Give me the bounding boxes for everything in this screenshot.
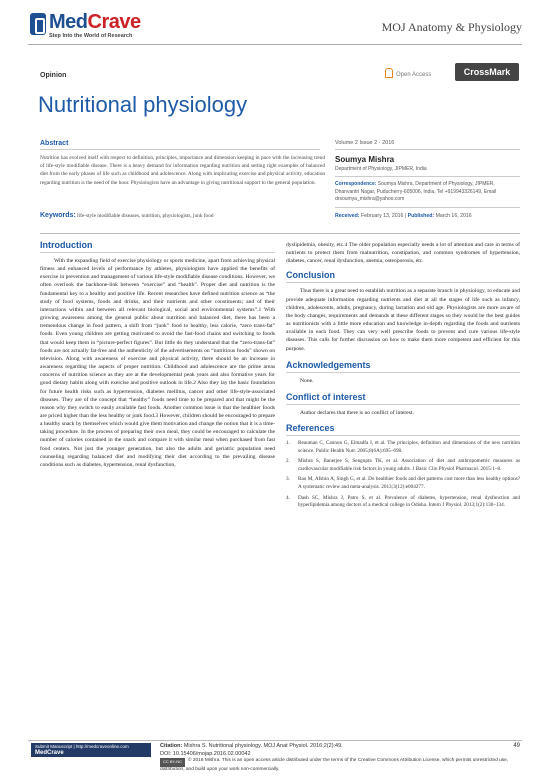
citation-text: Mishra S. Nutritional physiology. MOJ Anat Physiol. 2016;2(2):49. (183, 743, 343, 749)
open-lock-icon (385, 68, 393, 78)
introduction-paragraph: With the expanding field of exercise physiology or sports medicine, apart from achieving physical fitness and enhanced levels of performance by athletes, physiologists have applied the benefits of exercise in prevention and management of various life-style modifiable disease conditions. However, we often overlook the backbone-link between “exercise” and “health”. Proper diet and nutrition is the fundamental key to a healthy and positive life. Recent researches have defined nutrition science as “the study of food systems, foods and drinks, and their nutrients and other constituents; and of their interactions within and between all relevant biological, social and environmental systems”.1 With growing awareness among the general public about nutrition and balanced diet, there has been a tremendous change in food pattern, a shift from “junk” food to healthy, less calorie, “zero trans-fat” foods. Even young children are getting motivated to avoid the fast-food chains and switching to foods that would keep them in “picture-perfect figures”. But little do they understand that the “zero-trans-fat” foods are not actually fat-free and the authenticity of the advertisements on “nutritious foods” shown on television. Along with awareness of exercise and physical activity, there should be an increase in awareness regarding the aspects of proper nutrition. Childhood and adolescence are the prime areas concerns of nutrition science as they are at the developmental peak years and also formative years for good dietary habits along with exercise and positive outlook in life.2 Also they lay the basic foundation for future health risks such as hypertension, diabetes mellitus, cancer and other life-style-associated diseases. They are of the concept that “healthy” foods need time to be prepared and that might be the reason why they switch to easily available fast foods. Another common issue is that the healthier foods are priced higher than the less healthy or junk food.3 However, children should be encouraged to prepare a healthy snack by themselves which would give them motivation and change the notion that it is a time-taking procedure. In the process of preparing their own meal, they could be encouraged to calculate the number of calories contained in the snack and compare it with similar meal when purchased from fast food centers. Not just the younger generation, but also the adults and geriatric population need counseling regarding balanced diet and modifying their diet according to the prevailing disease conditions such as diabetes, hypertension, renal dysfunction, (40, 258, 275, 468)
license (160, 758, 520, 773)
keywords-label: Keywords: (40, 212, 76, 219)
correspondence (335, 181, 520, 204)
reference-number: 3. (286, 476, 290, 483)
license-text: © 2016 Mishra. This is an open access article distributed under the terms of the Creative Commons Attribution License, which permits unrestricted use, distribution, and build upon your work non-commercially. (160, 758, 509, 772)
logo-crave: Crave (87, 11, 141, 33)
reference-item[interactable] (286, 440, 520, 455)
article-type: Opinion (40, 72, 67, 79)
reference-text: Rao M, Afshin A, Singh G, et al. Do healthier foods and diet patterns cost more than less healthy options? A systematic review and meta-analysis. 2013;3(12):e004277. (298, 476, 520, 490)
introduction-paragraph-2: dyslipidemia, obesity, etc.4 The older population especially needs a lot of attention and care in terms of nutrients to protect them from malnutrition, constipation, and common syndromes of hypertension, diabetes, cancer, renal dysfunction, anemia, osteoporosis, etc. (286, 242, 520, 265)
logo-tagline: Step Into the World of Research (49, 33, 133, 39)
abstract-text: Nutrition has evolved itself with respect to definition, principles, importance and dimension keeping in pace with the increasing trend of life-style modifiable disease. There is a heavy demand for information regarding nutrition and setting right examples of balanced diet from the early phases of life such as childhood and adolescence. Along with implicating exercise and physical activity, education regarding nutrition is the need of the hour. Physiologists have an advantage in giving nutritional support to the general population. (40, 155, 325, 186)
crossmark-button[interactable] (455, 63, 519, 81)
references-list (286, 440, 520, 510)
conflict-divider (286, 404, 520, 405)
conclusion-paragraph: Thus there is a great need to establish nutrition as a separate branch in physiology, to educate and provide adequate information regarding nutrients and diet at all the stages of life such as infancy, children, adolescents, adults, pregnancy, during lactation and old age. Physiologists are more aware of the body changes, requirements and demands at these different stages so they would be the best guides as nutritionists with a little more education and knowledge in-depth regarding the foods and nutrients available in each food. They can very well prescribe foods to prevent and cure various life-style diseases. This calls for further discussion on how to make them more competent and efficient for this purpose. (286, 288, 520, 352)
meta-divider-1 (335, 149, 520, 150)
logo-med: Med (49, 11, 88, 33)
medcrave-logo[interactable] (30, 11, 141, 41)
footer-logo: MedCrave (35, 750, 64, 756)
conflict-paragraph: Author declares that there is no conflict of interest. (300, 409, 414, 416)
dates: Received: February 13, 2016 | Published: March 16, 2016 (335, 213, 472, 219)
acknowledgements-heading: Acknowledgements (286, 359, 371, 370)
published-date: March 16, 2016 (435, 213, 472, 219)
citation-label: Citation: (160, 743, 183, 749)
submit-manuscript-link[interactable]: Submit Manuscript | http://medcraveonline.com (35, 744, 129, 749)
author-affiliation: Department of Physiology, JIPMER, India (335, 166, 427, 172)
introduction-heading: Introduction (40, 240, 93, 250)
conflict-text (286, 409, 520, 417)
body-divider (40, 233, 520, 234)
page-number: 49 (513, 743, 520, 749)
acknowledgements-paragraph: None. (300, 377, 314, 384)
keywords (40, 212, 330, 219)
abstract-heading: Abstract (40, 140, 69, 147)
header-divider (28, 44, 522, 45)
left-column (40, 240, 275, 469)
reference-text: Dash SC, Mishra J, Patro S, et al. Prevalence of diabetes, hypertension, renal dysfunction and hyperlipidemia among doctors of a medical college in Odisha. Intern J Physiol. 2013;1(2):130–134. (298, 494, 520, 509)
meta-divider-2 (335, 176, 520, 177)
submit-manuscript-banner[interactable] (31, 743, 151, 757)
reference-number: 1. (286, 440, 290, 447)
reference-item[interactable] (286, 458, 520, 473)
conclusion-text (286, 287, 520, 352)
introduction-divider (40, 252, 275, 253)
right-column (286, 241, 520, 513)
reference-number: 4. (286, 494, 290, 501)
reference-item[interactable] (286, 495, 520, 510)
volume-issue: Volume 2 Issue 2 - 2016 (335, 140, 395, 146)
meta-divider-3 (335, 207, 520, 208)
conflict-heading: Conflict of interest (286, 391, 366, 402)
cc-license-icon[interactable]: CC BY-NC (160, 758, 185, 767)
reference-item[interactable] (286, 476, 520, 491)
journal-name: MOJ Anatomy & Physiology (381, 20, 522, 34)
article-title: Nutritional physiology (38, 92, 248, 117)
reference-text: Beauman C, Cannon G, Elmadfa I, et al. The principles, definition and dimensions of the new nutrition science. Public Health Nutr. 2005;8(6A):695–698. (298, 440, 520, 454)
references-heading: References (286, 423, 335, 434)
reference-text: Mishra S, Banerjee S, Sengupta TK, et al. Association of diet and anthropometric measures as cardiovascular modifiable risk factors in young adults. J Basic Clin Physiol Pharmacol. 2015:1–8. (298, 458, 520, 472)
logo-icon (30, 13, 46, 35)
references-divider (286, 435, 520, 436)
conclusion-divider (286, 282, 520, 283)
received-date: February 13, 2016 (360, 213, 404, 219)
acknowledgements-divider (286, 372, 520, 373)
reference-number: 2. (286, 458, 290, 465)
abstract-divider (40, 149, 320, 150)
keywords-text: life-style modifiable diseases, nutrition, physiologists, junk food (77, 213, 214, 219)
introduction-text (40, 257, 275, 469)
open-access-label: Open Access (396, 72, 432, 78)
correspondence-text: Soumya Mishra, Department of Physiology, JIPMER, Dhanvantri Nagar, Puducherry-605006, India, Tel +919943326149, Email drsoumya_mishra@yahoo.com (335, 181, 497, 202)
open-access-badge (385, 68, 431, 78)
doi-link[interactable]: DOI: 10.15406/mojap.2016.02.00042 (160, 750, 251, 757)
acknowledgements-text (286, 377, 520, 385)
published-label: Published: (407, 213, 435, 219)
citation (160, 743, 460, 758)
correspondence-label: Correspondence: (335, 181, 377, 187)
author-name: Soumya Mishra (335, 155, 395, 164)
footer-divider (28, 740, 522, 741)
received-label: Received: (335, 213, 360, 219)
crossmark-label: CrossMark (463, 67, 511, 77)
conclusion-heading: Conclusion (286, 270, 335, 281)
introduction-continued (286, 241, 520, 265)
